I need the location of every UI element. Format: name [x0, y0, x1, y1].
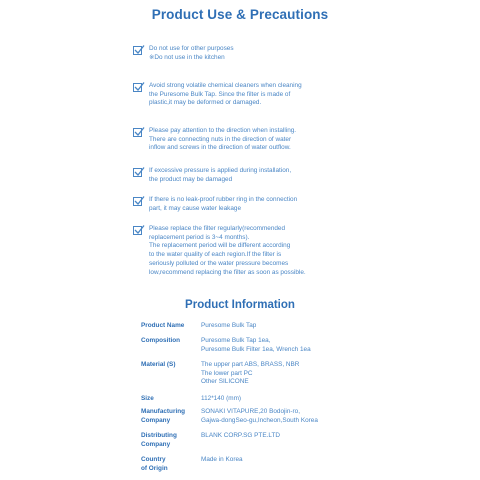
text-line: Do not use for other purposes [149, 45, 234, 52]
info-value [201, 361, 299, 387]
info-label [141, 408, 201, 425]
text-line: Puresome Bulk Tap [201, 322, 257, 329]
precaution-item [133, 225, 343, 277]
info-value [201, 408, 318, 425]
text-line: Gajwa-dongSeo-gu,Incheon,South Korea [201, 416, 318, 424]
info-label [141, 322, 201, 331]
precaution-text [149, 167, 291, 184]
info-label [141, 361, 201, 387]
checkbox-check-icon [133, 197, 142, 206]
text-line: part, it may cause water leakage [149, 204, 241, 212]
text-line: ※Do not use in the kitchen [149, 53, 225, 61]
text-line: 112*140 (mm) [201, 395, 242, 402]
text-line: Distributing [141, 432, 177, 439]
checkbox-check-icon [133, 128, 142, 137]
checkbox-check-icon [133, 226, 142, 235]
text-line: Puresome Bulk Tap 1ea, [201, 337, 271, 344]
text-line: Material (S) [141, 361, 176, 368]
info-row-material [141, 361, 299, 387]
text-line: the product may be damaged [149, 175, 233, 183]
text-line: Avoid strong volatile chemical cleaners when cleaning [149, 82, 302, 89]
text-line: to the water quality of each region.If the filter is [149, 251, 282, 259]
checkbox-check-icon [133, 83, 142, 92]
info-value [201, 456, 243, 473]
text-line: BLANK CORP.SG PTE.LTD [201, 432, 280, 439]
text-line: Country [141, 456, 166, 463]
info-value [201, 432, 280, 449]
text-line: Size [141, 395, 154, 402]
checkbox-check-icon [133, 168, 142, 177]
text-line: SONAKI VITAPURE,20 Bodojin-ro, [201, 408, 300, 415]
text-line: of Origin [141, 464, 168, 472]
precautions-title: Product Use & Precautions [151, 7, 329, 22]
text-line: Puresome Bulk Filter 1ea, Wrench 1ea [201, 345, 311, 353]
info-row-product-name [141, 322, 256, 331]
info-value [201, 395, 241, 404]
text-line: inflow and screws in the direction of water outflow. [149, 144, 291, 152]
text-line: If excessive pressure is applied during installation, [149, 167, 292, 174]
text-line: Company [141, 440, 171, 448]
text-line: The replacement period will be different according [149, 242, 291, 250]
info-row-size [141, 395, 241, 404]
precaution-item [133, 127, 343, 153]
precaution-text [149, 127, 296, 153]
text-line: Please replace the filter regularly(recommended [149, 225, 286, 232]
precaution-item [133, 196, 343, 213]
precaution-text [149, 45, 234, 62]
info-label [141, 395, 201, 404]
text-line: seriously polluted or the water pressure becomes [149, 259, 289, 267]
text-line: Other SILICONE [201, 378, 249, 386]
text-line: Manufacturing [141, 408, 186, 415]
info-row-composition [141, 337, 311, 354]
precaution-text [149, 225, 306, 277]
precaution-item [133, 82, 343, 108]
text-line: Made in Korea [201, 456, 243, 463]
info-row-manufacturing-company [141, 408, 318, 425]
info-value [201, 337, 311, 354]
text-line: The upper part ABS, BRASS, NBR [201, 361, 300, 368]
info-row-distributing-company [141, 432, 280, 449]
text-line: If there is no leak-proof rubber ring in the connection [149, 196, 298, 203]
checkbox-check-icon [133, 46, 142, 55]
info-label [141, 432, 201, 449]
text-line: Company [141, 416, 171, 424]
text-line: There are connecting nuts in the direction of water [149, 135, 292, 143]
text-line: The lower part PC [201, 369, 253, 377]
info-label [141, 456, 201, 473]
precaution-item [133, 45, 343, 62]
precaution-text [149, 82, 302, 108]
text-line: Composition [141, 337, 181, 344]
text-line: replacement period is 3~4 months). [149, 233, 250, 241]
text-line: the Puresome Bulk Tap. Since the filter is made of [149, 90, 291, 98]
precaution-text [149, 196, 297, 213]
product-information-title: Product Information [185, 299, 295, 311]
info-row-country-of-origin [141, 456, 243, 473]
precaution-item [133, 167, 343, 184]
text-line: low,recommend replacing the filter as soon as possible. [149, 268, 306, 276]
info-value [201, 322, 256, 331]
text-line: Please pay attention to the direction when installing. [149, 127, 297, 134]
text-line: plastic,it may be deformed or damaged. [149, 99, 262, 107]
text-line: Product Name [141, 322, 185, 329]
info-label [141, 337, 201, 354]
